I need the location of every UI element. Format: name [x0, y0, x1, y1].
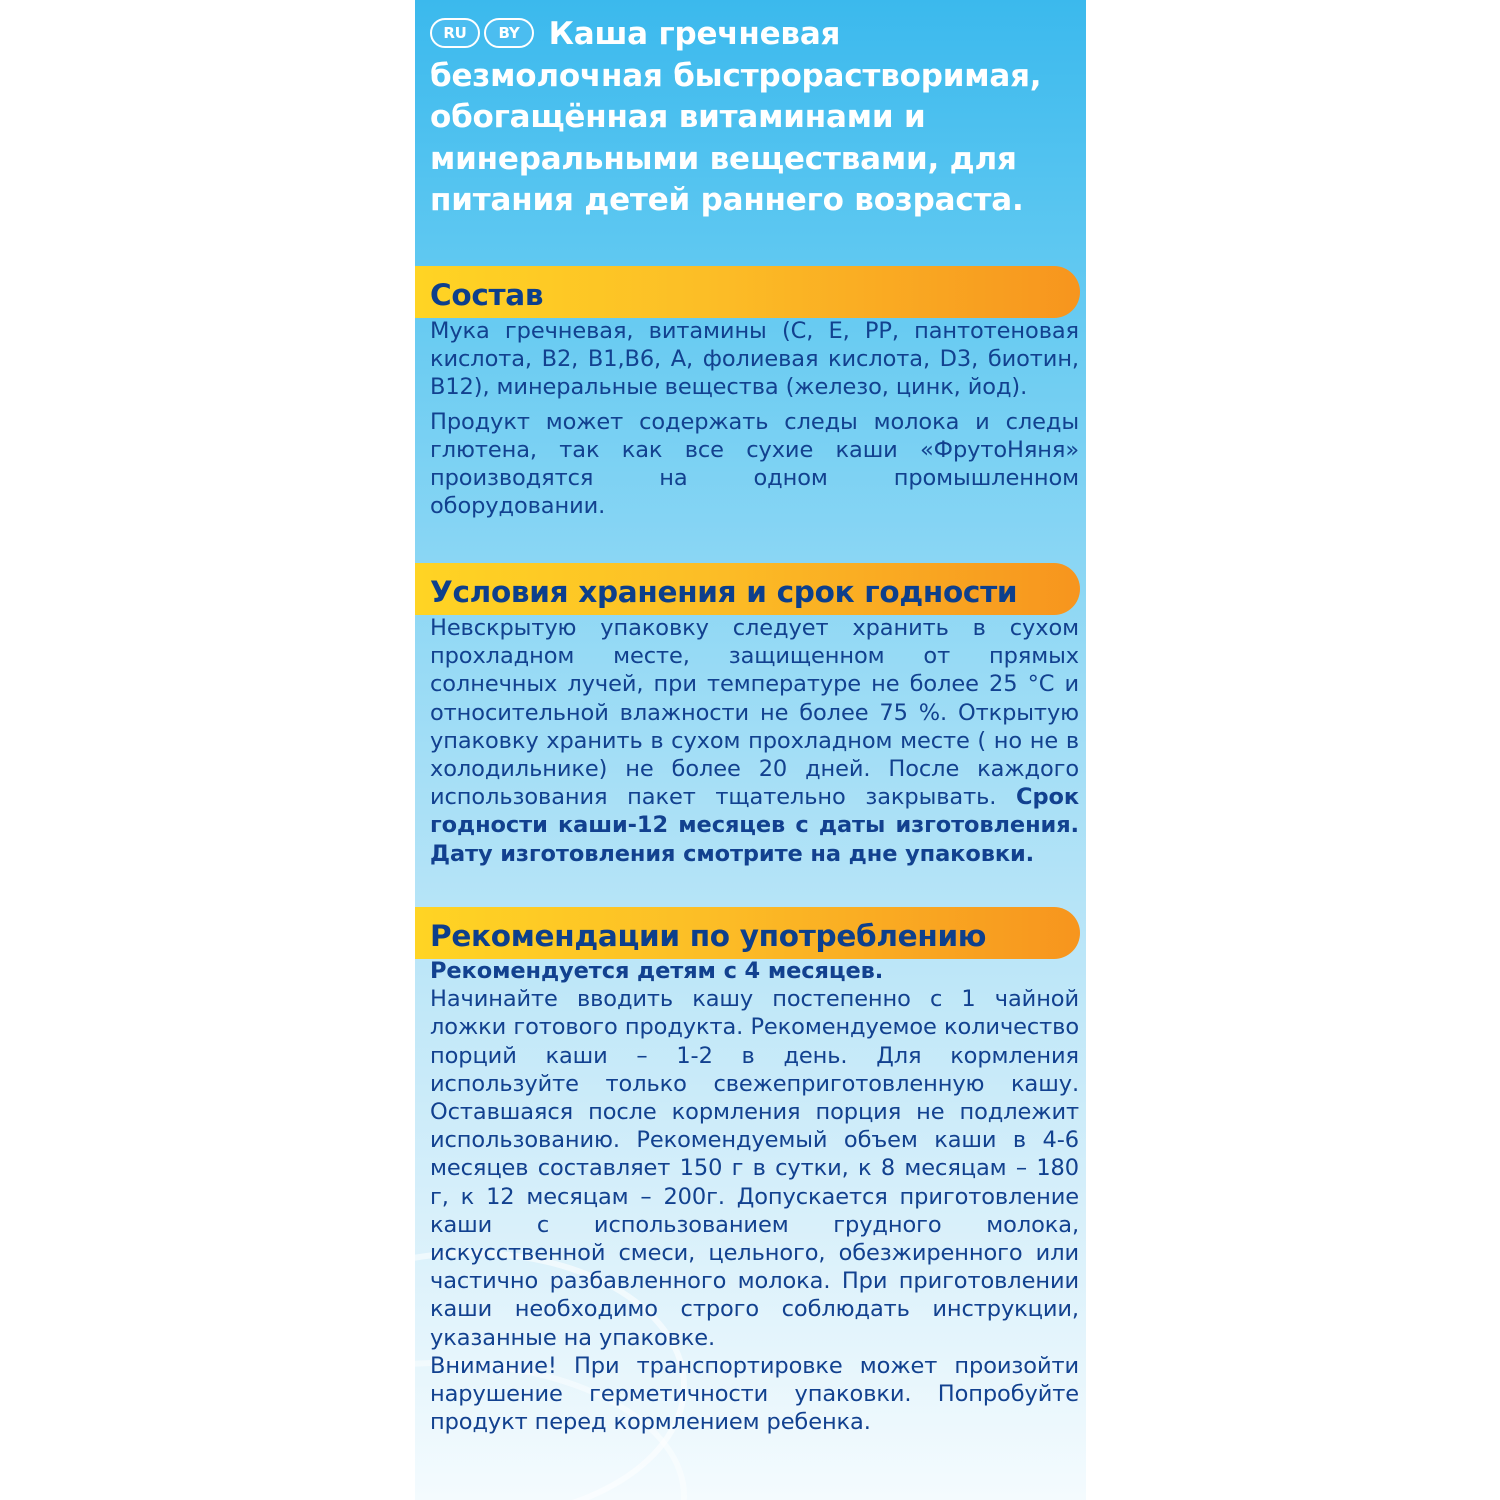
shelf-life-text: Срок годности каши-12 месяцев с даты изготовления. Дату изготовления смотрите на дне упаковки. [430, 784, 1079, 867]
package-back-panel [415, 0, 1086, 1500]
section-header-usage [415, 907, 1080, 959]
paragraph [430, 614, 1079, 868]
paragraph: Мука гречневая, витамины (С, Е, РР, пантотеновая кислота, В2, В1,В6, А, фолиевая кислота, D3, биотин, В12), минеральные вещества (железо, цинк, йод). [430, 318, 1079, 401]
section-heading: Рекомендации по употреблению [430, 919, 987, 953]
paragraph: Начинайте вводить кашу постепенно с 1 чайной ложки готового продукта. Рекомендуемое количество порций каши – 1-2 в день. Для кормления используйте только свежеприготовленную кашу. Оставшаяся после кормления порция не подлежит использованию. Рекомендуемый объем каши в 4-6 месяцев составляет 150 г в сутки, к 8 месяцам – 180 г, к 12 месяцам – 200г. Допускается приготовление каши с использованием грудного молока, искусственной смеси, цельного, обезжиренного или частично разбавленного молока. При приготовлении каши необходимо строго соблюдать инструкции, указанные на упаковке. [430, 986, 1079, 1351]
storage-text: Невскрытую упаковку следует хранить в сухом прохладном месте, защищенном от прямых солнечных лучей, при температуре не более 25 °С и относительной влажности не более 75 %. Открытую упаковку хранить в сухом прохладном месте ( но не в холодильнике) не более 20 дней. После каждого использования пакет тщательно закрывать. [430, 615, 1079, 811]
section-heading: Условия хранения и срок годности [430, 575, 1018, 609]
section-body-usage [430, 957, 1079, 1436]
age-recommendation: Рекомендуется детям с 4 месяцев. [430, 958, 884, 984]
product-title: Каша гречневая безмолочная быстрорастворимая, обогащённая витаминами и минеральными веществами, для питания детей раннего возраста. [430, 16, 1042, 218]
paragraph: Внимание! При транспортировке может произойти нарушение герметичности упаковки. Попробуйте продукт перед кормлением ребенка. [430, 1352, 1079, 1436]
country-badge-by: BY [484, 18, 534, 48]
section-body-storage [430, 614, 1079, 868]
section-header-storage [415, 563, 1080, 615]
product-title-block [430, 14, 1080, 222]
paragraph: Продукт может содержать следы молока и следы глютена, так как все сухие каши «ФрутоНяня» производятся на одном промышленном оборудовании. [430, 408, 1079, 520]
section-header-composition [415, 266, 1080, 318]
section-heading: Состав [430, 278, 544, 312]
country-badge-ru: RU [430, 18, 480, 48]
section-body-composition [430, 317, 1079, 520]
